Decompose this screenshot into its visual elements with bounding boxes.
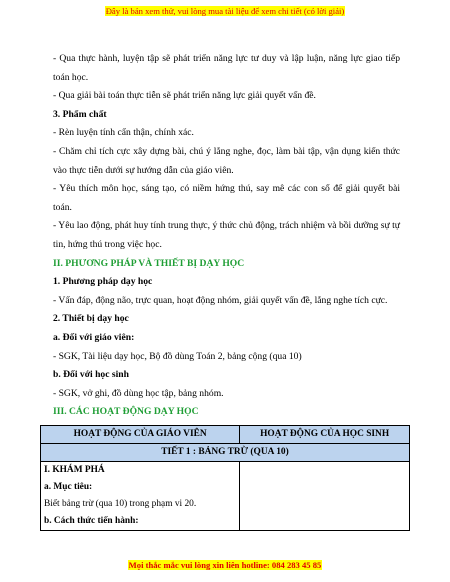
header-teacher-activities: HOẠT ĐỘNG CỦA GIÁO VIÊN xyxy=(41,426,240,444)
paragraph: - SGK, vở ghi, đồ dùng học tập, bảng nhóm. xyxy=(53,387,224,399)
student-activity-cell xyxy=(240,462,410,531)
document-body xyxy=(53,50,400,422)
paragraph: - Qua thực hành, luyện tập sẽ phát triển năng lực tư duy và lập luận, năng lực giao tiếp toán học. xyxy=(53,53,400,83)
teacher-activity-line: Biết bảng trừ (qua 10) trong phạm vi 20. xyxy=(44,499,197,509)
teacher-activity-cell xyxy=(41,462,240,531)
header-student-activities: HOẠT ĐỘNG CỦA HỌC SINH xyxy=(240,426,410,444)
paragraph: - Qua giải bài toán thực tiễn sẽ phát triển năng lực giải quyết vấn đề. xyxy=(53,90,316,102)
table-header-row xyxy=(41,426,410,444)
paragraph: - Vấn đáp, động não, trực quan, hoạt động nhóm, giải quyết vấn đề, lắng nghe tích cực. xyxy=(53,294,388,306)
paragraph: - Chăm chỉ tích cực xây dựng bài, chú ý lắng nghe, đọc, làm bài tập, vận dụng kiến thức vào thực tiễn dưới sự hướng dẫn của giáo viên. xyxy=(53,145,400,176)
paragraph: - SGK, Tài liệu dạy học, Bộ đồ dùng Toán 2, bảng cộng (qua 10) xyxy=(53,350,302,362)
teacher-activity-line: I. KHÁM PHÁ xyxy=(44,465,105,475)
section-heading: 1. Phương pháp dạy học xyxy=(53,276,153,288)
paragraph: - Yêu lao động, phát huy tính trung thực, ý thức chủ động, trách nhiệm và bồi dưỡng sự tự tin, hứng thú trong việc học. xyxy=(53,220,400,250)
section-heading: 2. Thiết bị dạy học xyxy=(53,313,129,325)
paragraph: - Rèn luyện tính cẩn thận, chính xác. xyxy=(53,127,194,139)
section-heading: 3. Phẩm chất xyxy=(53,108,107,120)
activities-table xyxy=(40,425,410,531)
section-heading: II. PHƯƠNG PHÁP VÀ THIẾT BỊ DẠY HỌC xyxy=(53,257,245,269)
preview-banner: Đây là bản xem thử, vui lòng mua tài liệu để xem chi tiết (có lời giải) xyxy=(105,6,345,16)
section-heading: b. Đối với học sinh xyxy=(53,369,129,381)
hotline-banner: Mọi thắc mắc vui lòng xin liên hotline: 084 283 45 85 xyxy=(128,560,322,570)
lesson-title: TIẾT 1 : BẢNG TRỪ (QUA 10) xyxy=(41,444,410,462)
paragraph: - Yêu thích môn học, sáng tạo, có niềm hứng thú, say mê các con số để giải quyết bài toán. xyxy=(53,183,400,213)
teacher-activity-line: a. Mục tiêu: xyxy=(44,482,93,492)
section-heading: III. CÁC HOẠT ĐỘNG DẠY HỌC xyxy=(53,406,199,418)
section-heading: a. Đối với giáo viên: xyxy=(53,331,135,343)
teacher-activity-line: b. Cách thức tiến hành: xyxy=(44,516,139,526)
table-row xyxy=(41,462,410,531)
lesson-title-row xyxy=(41,444,410,462)
